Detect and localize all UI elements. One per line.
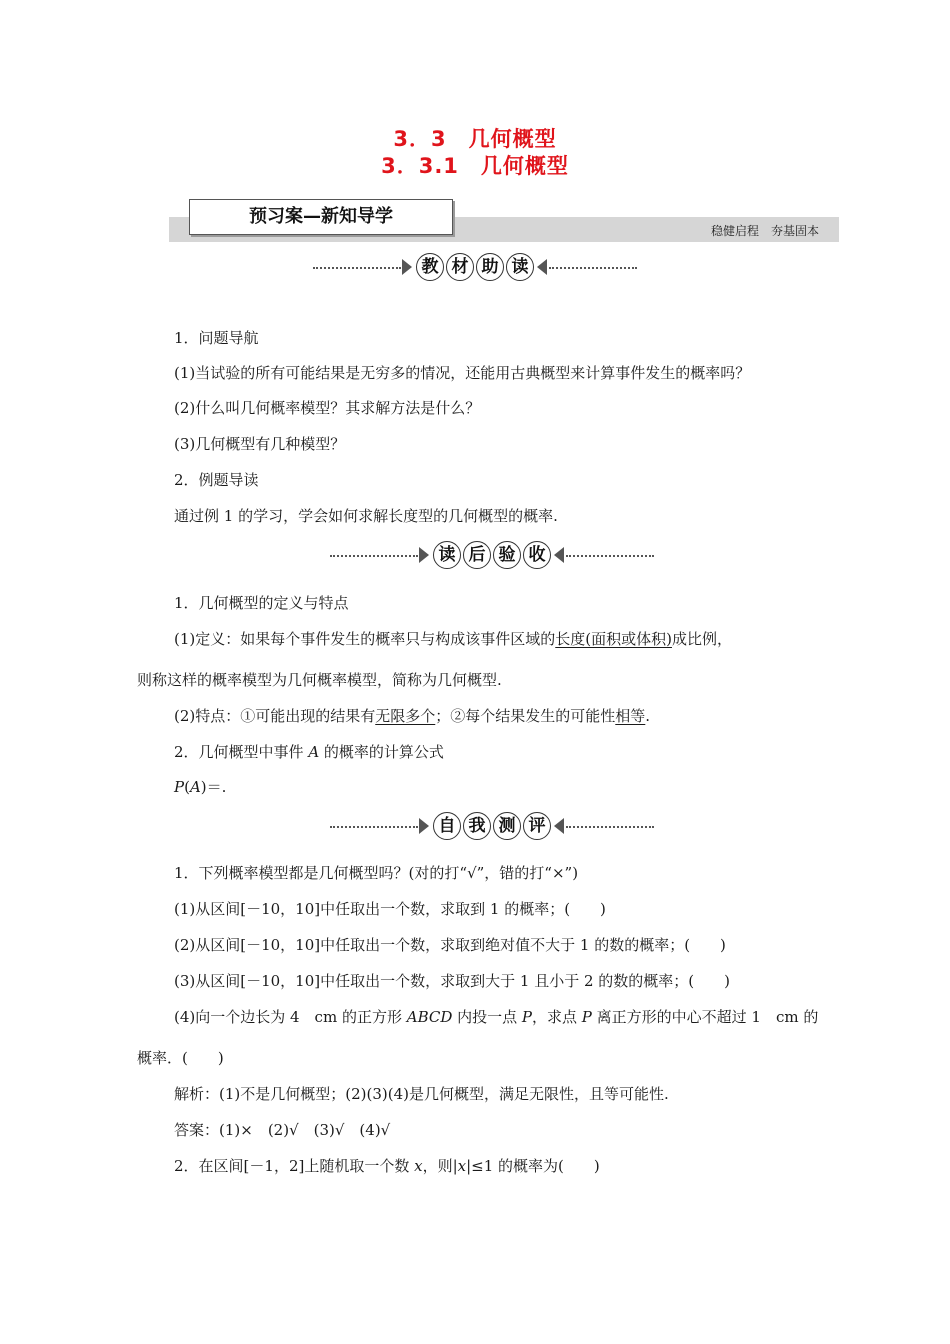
section-char: 助 <box>476 253 504 281</box>
section-char: 收 <box>523 541 551 569</box>
section-char: 验 <box>493 541 521 569</box>
formula: P(A)＝. <box>174 778 227 796</box>
exercise-item: (2)从区间[－10，10]中任取出一个数，求取到绝对值不大于 1 的数的概率；( ) <box>174 936 726 954</box>
section-header-textbook <box>0 253 950 283</box>
blank-answer: 相等 <box>615 707 646 725</box>
question-item: (1)当试验的所有可能结果是无穷多的情况，还能用古典概型来计算事件发生的概率吗？ <box>174 364 751 382</box>
section-char: 读 <box>506 253 534 281</box>
exercise-item: (1)从区间[－10，10]中任取出一个数，求取到 1 的概率；( ) <box>174 900 606 918</box>
heading-definition: 1．几何概型的定义与特点 <box>174 594 349 612</box>
exercise-item: (4)向一个边长为 4 cm 的正方形 ABCD 内投一点 P，求点 P 离正方形的中心不超过 1 cm 的 <box>174 1008 819 1026</box>
exercise-question: 2．在区间[－1，2]上随机取一个数 x，则|x|≤1 的概率为( ) <box>174 1157 600 1175</box>
section-char: 测 <box>493 812 521 840</box>
section-header-review <box>0 541 950 571</box>
heading-formula: 2．几何概型中事件 A 的概率的计算公式 <box>174 743 444 761</box>
analysis-text: 解析：(1)不是几何概型；(2)(3)(4)是几何概型，满足无限性，且等可能性. <box>174 1085 669 1103</box>
exercise-question: 1．下列概率模型都是几何概型吗？(对的打“√”，错的打“×”) <box>174 864 579 882</box>
exercise-item-cont: 概率．( ) <box>137 1049 224 1067</box>
section-header-self-test <box>0 812 950 842</box>
lesson-subtitle: 3．3.1 几何概型 <box>381 154 569 178</box>
banner-motto: 稳健启程 夯基固本 <box>710 224 819 238</box>
section-char: 我 <box>463 812 491 840</box>
example-guide-text: 通过例 1 的学习，学会如何求解长度型的几何概型的概率. <box>174 507 558 525</box>
section-char: 后 <box>463 541 491 569</box>
section-char: 自 <box>433 812 461 840</box>
section-char: 材 <box>446 253 474 281</box>
lesson-title: 3．3 几何概型 <box>393 127 557 151</box>
exercise-item: (3)从区间[－10，10]中任取出一个数，求取到大于 1 且小于 2 的数的概率；( ) <box>174 972 730 990</box>
section-char: 读 <box>433 541 461 569</box>
section-char: 评 <box>523 812 551 840</box>
answer-text: 答案：(1)× (2)√ (3)√ (4)√ <box>174 1121 391 1139</box>
heading-example-guide: 2．例题导读 <box>174 471 259 489</box>
feature-text: (2)特点：①可能出现的结果有无限多个；②每个结果发生的可能性相等. <box>174 707 651 725</box>
blank-answer: 长度(面积或体积) <box>555 630 672 648</box>
definition-text: (1)定义：如果每个事件发生的概率只与构成该事件区域的长度(面积或体积)成比例， <box>174 630 732 648</box>
blank-answer: 无限多个 <box>375 707 436 725</box>
question-item: (3)几何概型有几种模型？ <box>174 435 346 453</box>
banner-label: 预习案—新知导学 <box>189 199 453 235</box>
section-char: 教 <box>416 253 444 281</box>
definition-text-cont: 则称这样的概率模型为几何概率模型，简称为几何概型. <box>137 671 502 689</box>
heading-question-nav: 1．问题导航 <box>174 329 259 347</box>
question-item: (2)什么叫几何概率模型？其求解方法是什么？ <box>174 399 481 417</box>
